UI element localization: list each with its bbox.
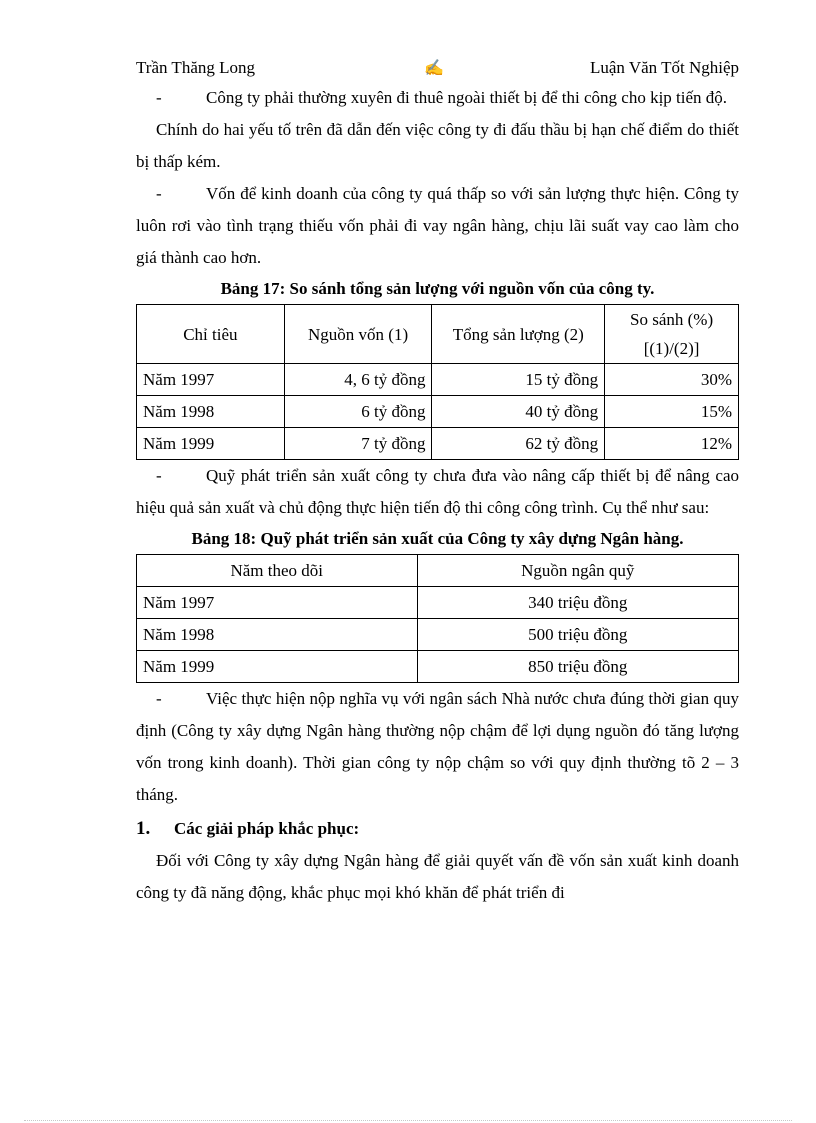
table-row [137,396,739,428]
paragraph-capital [136,178,739,274]
table-row [137,587,739,619]
page-bottom-divider [24,1120,792,1121]
paragraph-text: Việc thực hiện nộp nghĩa vụ với ngân sách Nhà nước chưa đúng thời gian quy định (Công ty xây dựng Ngân hàng thường nộp chậm để lợi dụng nguồn đó tăng lượng vốn trong kinh doanh). Thời gian công ty nộp chậm so với quy định thường tõ 2 – 3 tháng. [136,689,739,804]
cell-output: 62 tỷ đồng [432,428,605,460]
table-header-row [137,555,739,587]
paragraph-solutions: Đối với Công ty xây dựng Ngân hàng để giải quyết vấn đề vốn sản xuất kinh doanh công ty đã năng động, khắc phục mọi khó khăn để phát triển đi [136,851,739,902]
document-page [136,56,739,909]
paragraph-text: Vốn để kinh doanh của công ty quá thấp so với sản lượng thực hiện. Công ty luôn rơi vào tình trạng thiếu vốn phải đi vay ngân hàng, chịu lãi suất vay cao làm cho giá thành cao hơn. [136,184,739,267]
cell-fund: 850 triệu đồng [417,651,738,683]
header-so-sanh-line2: [(1)/(2)] [643,339,700,358]
header-chi-tieu: Chỉ tiêu [137,305,285,364]
paragraph-development-fund [136,460,739,524]
paragraph-bidding-limit: Chính do hai yếu tố trên đã dẫn đến việc công ty đi đấu thầu bị hạn chế điểm do thiết bị thấp kém. [136,120,739,171]
cell-capital: 7 tỷ đồng [284,428,432,460]
cell-ratio: 30% [605,364,739,396]
cell-year: Năm 1998 [137,396,285,428]
cell-capital: 6 tỷ đồng [284,396,432,428]
header-author: Trần Thăng Long [136,58,255,77]
bullet-dash: - [156,184,162,203]
table-18 [136,554,739,683]
cell-year: Năm 1997 [137,587,418,619]
table-17-caption: Bảng 17: So sánh tổng sản lượng với nguồn vốn của công ty. [220,279,655,298]
bullet-dash: - [156,466,162,485]
cell-year: Năm 1999 [137,428,285,460]
page-header [136,56,739,82]
header-so-sanh-line1: So sánh (%) [630,310,714,329]
cell-fund: 340 triệu đồng [417,587,738,619]
cell-ratio: 12% [605,428,739,460]
table-header-row [137,305,739,364]
table-17 [136,304,739,460]
bullet-dash: - [156,88,162,107]
cell-capital: 4, 6 tỷ đồng [284,364,432,396]
table-row [137,364,739,396]
table-row [137,651,739,683]
table-row [137,619,739,651]
header-tong-san-luong: Tổng sản lượng (2) [432,305,605,364]
section-heading [136,813,739,845]
header-nam-theo-doi: Năm theo dõi [137,555,418,587]
table-row [137,428,739,460]
cell-year: Năm 1999 [137,651,418,683]
pen-icon: ✍ [424,60,444,77]
cell-fund: 500 triệu đồng [417,619,738,651]
cell-year: Năm 1998 [137,619,418,651]
cell-ratio: 15% [605,396,739,428]
table-18-caption: Bảng 18: Quỹ phát triển sản xuất của Công ty xây dựng Ngân hàng. [191,529,684,548]
paragraph-text: Quỹ phát triển sản xuất công ty chưa đưa vào nâng cấp thiết bị để nâng cao hiệu quả sản xuất và chủ động thực hiện tiến độ thi công công trình. Cụ thể như sau: [136,466,739,517]
header-nguon-ngan-quy: Nguồn ngân quỹ [417,555,738,587]
header-title: Luận Văn Tốt Nghiệp [589,58,739,77]
header-so-sanh [605,305,739,364]
section-number: 1. [136,818,151,839]
header-nguon-von: Nguồn vốn (1) [284,305,432,364]
section-title: Các giải pháp khắc phục: [174,819,360,838]
paragraph-text: Công ty phải thường xuyên đi thuê ngoài thiết bị để thi công cho kịp tiến độ. [206,88,728,107]
bullet-dash: - [156,689,162,708]
cell-output: 40 tỷ đồng [432,396,605,428]
paragraph-tax-obligation [136,683,739,811]
cell-output: 15 tỷ đồng [432,364,605,396]
cell-year: Năm 1997 [137,364,285,396]
paragraph-equipment-rental [136,82,739,114]
